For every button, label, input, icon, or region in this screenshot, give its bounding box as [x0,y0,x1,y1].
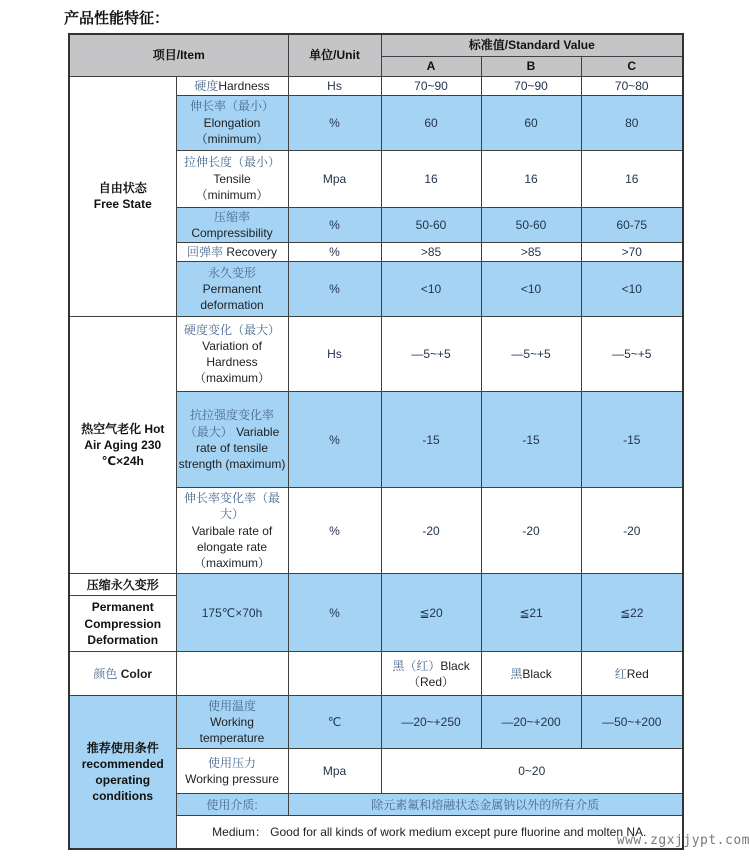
cell-compressibility-c: 60-75 [581,207,683,242]
row-permanent-deformation-zh: 永久变形 [208,265,257,280]
group-hot-air-aging [69,317,176,574]
cell-elongate-rate-variation-a: -20 [381,488,481,574]
cell-elongation-a: 60 [381,95,481,150]
row-hardness-en: Hardness [218,78,270,93]
row-elongation-zh: 伸长率（最小） [190,99,275,114]
header-col-b: B [481,56,581,76]
group-recommended-en: recommended operating conditions [81,756,164,804]
cell-tensile-strength-variation-b: -15 [481,392,581,488]
row-tensile-en: Tensile （minimum） [195,171,269,202]
cell-color-a-en: Black （Red） [408,658,470,689]
cell-working-temperature-unit: ℃ [288,696,381,749]
group-compression-set-zh: 压缩永久变形 [69,574,176,596]
cell-recovery-b: >85 [481,243,581,262]
cell-hardness-unit: Hs [288,76,381,95]
cell-tensile-c: 16 [581,150,683,207]
row-color-zh: 颜色 [93,666,118,681]
row-compressibility-item [176,207,288,242]
cell-hardness-variation-unit: Hs [288,317,381,392]
cell-elongation-c: 80 [581,95,683,150]
cell-working-medium-value [288,794,683,816]
cell-color-c-zh: 红 [614,666,627,681]
group-compression-set-en: Permanent Compression Deformation [69,596,176,652]
cell-elongation-unit: % [288,95,381,150]
group-free-state-en: Free State [93,197,152,212]
cell-color-a [381,652,481,696]
medium-note-text: Medium： Good for all kinds of work medium except pure fluorine and molten NA. [212,824,647,839]
cell-permanent-deformation-c: <10 [581,262,683,317]
cell-working-temperature-c: —50~+200 [581,696,683,749]
cell-hardness-b: 70~90 [481,76,581,95]
group-recommended [69,696,176,849]
cell-compression-set-c: ≦22 [581,574,683,652]
cell-working-pressure-value: 0~20 [381,749,683,794]
row-recovery-item [176,243,288,262]
header-item: 项目/Item [69,34,288,76]
row-tensile-item [176,150,288,207]
cell-elongation-b: 60 [481,95,581,150]
row-hardness-variation-item [176,317,288,392]
row-color-en: Color [120,666,153,681]
cell-hardness-variation-a: —5~+5 [381,317,481,392]
cell-compression-set-unit: % [288,574,381,652]
site-watermark: www.zgxjjypt.com [616,833,750,848]
cell-elongate-rate-variation-c: -20 [581,488,683,574]
group-hot-air-aging-zh: 热空气老化 [81,421,142,436]
cell-tensile-strength-variation-c: -15 [581,392,683,488]
row-working-temperature-item [176,696,288,749]
group-recommended-zh: 推荐使用条件 [86,740,159,755]
cell-elongate-rate-variation-unit: % [288,488,381,574]
cell-color-unit-empty [288,652,381,696]
cell-working-pressure-unit: Mpa [288,749,381,794]
cell-compression-set-a: ≦20 [381,574,481,652]
row-tensile-strength-variation-en: Variable rate of tensile strength (maximum) [178,424,286,471]
row-elongation-item [176,95,288,150]
cell-hardness-variation-c: —5~+5 [581,317,683,392]
row-hardness-variation-en: Variation of Hardness （maximum） [194,339,271,386]
cell-tensile-strength-variation-unit: % [288,392,381,488]
header-col-c: C [581,56,683,76]
row-tensile-strength-variation-item [176,392,288,488]
row-compressibility-zh: 压缩率 [214,209,251,224]
row-permanent-deformation-en: Permanent deformation [200,282,264,313]
cell-recovery-a: >85 [381,243,481,262]
cell-compressibility-unit: % [288,207,381,242]
cell-working-temperature-b: —20~+200 [481,696,581,749]
cell-tensile-unit: Mpa [288,150,381,207]
row-working-temperature-zh: 使用温度 [208,698,257,713]
group-free-state-zh: 自由状态 [98,181,147,196]
row-elongate-rate-variation-item [176,488,288,574]
cell-compressibility-b: 50-60 [481,207,581,242]
cell-color-b-zh: 黑 [510,666,523,681]
cell-hardness-c: 70~80 [581,76,683,95]
cell-permanent-deformation-unit: % [288,262,381,317]
cell-tensile-b: 16 [481,150,581,207]
cell-color-a-zh: 黑（红） [392,658,441,673]
header-standard-value: 标准值/Standard Value [381,34,683,56]
cell-tensile-strength-variation-a: -15 [381,392,481,488]
row-working-pressure-zh: 使用压力 [208,756,257,771]
cell-working-medium-text: 除元素氟和熔融状态金属钠以外的所有介质 [371,797,600,812]
cell-permanent-deformation-a: <10 [381,262,481,317]
row-working-medium-label [176,794,288,816]
row-elongation-en: Elongation （minimum） [195,115,269,146]
group-hot-air-aging-en: Hot Air Aging 230 ℃×24h [84,421,165,469]
page-title: 产品性能特征： [64,10,170,27]
row-working-medium-zh: 使用介质: [206,797,258,812]
cell-color-item-empty [176,652,288,696]
cell-recovery-unit: % [288,243,381,262]
header-col-a: A [381,56,481,76]
row-working-temperature-en: Working temperature [199,715,265,746]
cell-compression-set-b: ≦21 [481,574,581,652]
row-elongate-rate-variation-en: Varibale rate of elongate rate （maximum） [191,523,273,571]
cell-color-c [581,652,683,696]
cell-working-temperature-a: —20~+250 [381,696,481,749]
spec-table [68,33,684,850]
row-working-pressure-item [176,749,288,794]
row-hardness-item [176,76,288,95]
cell-compressibility-a: 50-60 [381,207,481,242]
row-compressibility-en: Compressibility [191,225,273,240]
cell-compression-set-condition: 175℃×70h [176,574,288,652]
cell-permanent-deformation-b: <10 [481,262,581,317]
cell-hardness-variation-b: —5~+5 [481,317,581,392]
cell-tensile-a: 16 [381,150,481,207]
group-free-state [69,76,176,317]
cell-color-b-en: Black [522,666,552,681]
row-recovery-zh: 回弹率 [186,245,223,260]
cell-elongate-rate-variation-b: -20 [481,488,581,574]
row-working-pressure-en: Working pressure [185,772,279,787]
row-hardness-variation-zh: 硬度变化（最大） [184,322,281,337]
row-tensile-zh: 拉伸长度（最小） [184,155,281,170]
cell-hardness-a: 70~90 [381,76,481,95]
row-elongate-rate-variation-zh: 伸长率变化率（最大） [184,491,281,522]
cell-color-b [481,652,581,696]
cell-recovery-c: >70 [581,243,683,262]
cell-color-c-en: Red [626,666,649,681]
row-color-label [69,652,176,696]
row-permanent-deformation-item [176,262,288,317]
row-hardness-zh: 硬度 [194,78,219,93]
row-recovery-en: Recovery [226,245,278,260]
row-tensile-strength-variation-zh: 抗拉强度变化率（最大） [184,408,275,439]
header-unit: 单位/Unit [288,34,381,76]
